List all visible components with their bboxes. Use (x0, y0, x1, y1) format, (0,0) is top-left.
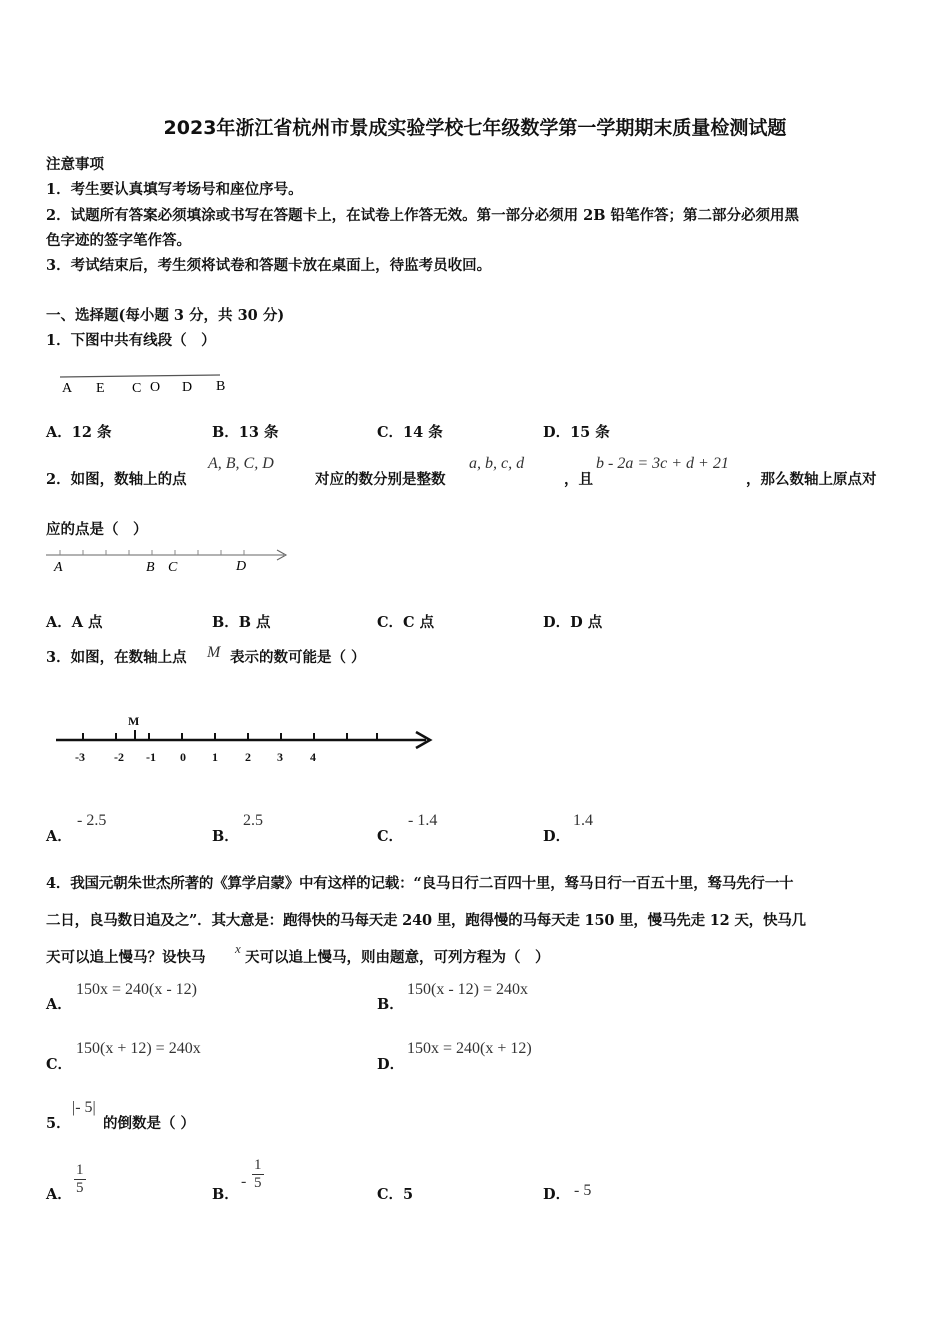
q3-option-b[interactable] (212, 825, 239, 846)
q1-point-label: O (150, 380, 161, 395)
q1-point-label: C (132, 381, 142, 396)
q5-option-b-letter: B． (212, 1186, 239, 1203)
q5-option-b-fraction (252, 1157, 264, 1192)
notice-item-1: 1．考生要认真填写考场号和座位序号。 (46, 181, 303, 198)
q3-stem-part1: 3．如图，在数轴上点 (46, 649, 187, 666)
q1-stem: 1．下图中共有线段（ ） (46, 332, 216, 349)
q4-option-d-equation: 150x = 240(x + 12) (407, 1040, 532, 1057)
q3-stem-part2: 表示的数可能是（ ） (230, 649, 366, 666)
q2-number-line-figure (44, 543, 294, 577)
q3-option-a-letter: A． (46, 828, 72, 845)
q3-option-c[interactable] (377, 825, 403, 846)
q2-vars-math: a, b, c, d (469, 455, 525, 472)
q3-tick-label: 1 (212, 750, 218, 764)
q3-tick-label: -3 (75, 750, 85, 764)
q5-option-d-letter: D． (543, 1186, 571, 1203)
notice-item-2: 2．试题所有答案必须填涂或书写在答题卡上，在试卷上作答无效。第一部分必须用 2B 铅笔作答；第二部分必须用黑 (46, 207, 800, 224)
q2-label-c: C (168, 560, 178, 575)
q3-option-a[interactable] (46, 825, 72, 846)
q1-point-label: A (62, 381, 73, 396)
q3-tick-label: 3 (277, 750, 283, 764)
q3-point-m-label: M (128, 714, 140, 728)
q3-option-d[interactable] (543, 825, 570, 846)
q5-option-b-denominator: 5 (254, 1175, 262, 1191)
q1-segment-figure (58, 366, 238, 400)
q4-option-a-equation: 150x = 240(x - 12) (76, 981, 198, 998)
q1-point-label: B (216, 379, 226, 394)
q5-option-a-letter: A． (46, 1186, 72, 1203)
q1-line (60, 375, 220, 377)
q5-expression: |- 5| (72, 1099, 96, 1116)
q5-option-d-value: - 5 (574, 1182, 592, 1199)
q5-option-a-numerator: 1 (76, 1162, 84, 1178)
notice-item-3: 3．考试结束后，考生须将试卷和答题卡放在桌面上，待监考员收回。 (46, 257, 492, 274)
q5-option-c[interactable] (377, 1183, 413, 1204)
q1-option-b[interactable]: B．13 条 (212, 424, 279, 441)
q3-tick-label: -1 (146, 750, 156, 764)
q2-stem-part4: ，那么数轴上原点对 (746, 471, 877, 488)
q4-option-c-equation: 150(x + 12) = 240x (76, 1040, 201, 1057)
q4-option-c-letter: C． (46, 1056, 73, 1073)
q4-line-2: 二日，良马数日追及之”．其大意是：跑得快的马每天走 240 里，跑得慢的马每天走 150 里，慢马先走 12 天，快马几 (46, 912, 806, 929)
q3-number-line-figure (54, 708, 439, 768)
q2-stem-part2: 对应的数分别是整数 (315, 471, 446, 488)
q3-option-a-value: - 2.5 (77, 812, 107, 829)
q4-option-d[interactable] (377, 1053, 404, 1074)
q5-number: 5． (46, 1115, 71, 1132)
q3-option-d-value: 1.4 (573, 812, 593, 829)
q5-option-c-value: 5 (403, 1186, 414, 1203)
q4-option-b-letter: B． (377, 996, 404, 1013)
q5-option-b-numerator: 1 (254, 1157, 262, 1173)
q5-option-a[interactable] (46, 1183, 72, 1204)
q4-option-a[interactable] (46, 993, 72, 1014)
q2-label-b: B (146, 560, 155, 575)
section-heading: 一、选择题(每小题 3 分，共 30 分) (46, 307, 285, 324)
notice-heading: 注意事项 (46, 156, 104, 173)
q3-option-b-letter: B． (212, 828, 239, 845)
q2-stem-part3: ，且 (564, 471, 593, 488)
q2-option-a[interactable]: A．A 点 (46, 614, 103, 631)
q3-option-d-letter: D． (543, 828, 571, 845)
q2-equation: b - 2a = 3c + d + 21 (596, 455, 729, 472)
q5-stem: 的倒数是（ ） (103, 1115, 196, 1132)
q4-option-d-letter: D． (377, 1056, 405, 1073)
q4-option-b[interactable] (377, 993, 404, 1014)
q3-option-c-value: - 1.4 (408, 812, 438, 829)
q2-points-math: A, B, C, D (208, 455, 274, 472)
q1-point-label: D (182, 380, 193, 395)
q2-label-a: A (54, 560, 63, 575)
q1-option-d[interactable]: D．15 条 (543, 424, 610, 441)
q1-point-label: E (96, 381, 105, 396)
q5-option-c-letter: C． (377, 1186, 404, 1203)
q5-option-b[interactable] (212, 1183, 239, 1204)
q3-tick-label: 2 (245, 750, 251, 764)
q2-option-d[interactable]: D．D 点 (543, 614, 603, 631)
q3-var-m: M (207, 644, 221, 661)
q5-option-a-fraction (74, 1162, 86, 1197)
q3-tick-label: 4 (310, 750, 316, 764)
q4-line-1: 4．我国元朝朱世杰所著的《算学启蒙》中有这样的记载：“良马日行二百四十里，驽马日行一百五十里，驽马先行一十 (46, 875, 794, 892)
q5-option-d[interactable] (543, 1183, 570, 1204)
q2-option-b[interactable]: B．B 点 (212, 614, 271, 631)
page-title: 2023年浙江省杭州市景成实验学校七年级数学第一学期期末质量检测试题 (163, 117, 787, 139)
q4-line-3-part1: 天可以追上慢马？设快马 (46, 949, 206, 966)
q3-option-c-letter: C． (377, 828, 404, 845)
q1-option-c[interactable]: C．14 条 (377, 424, 443, 441)
q4-option-b-equation: 150(x - 12) = 240x (407, 981, 529, 998)
q2-stem-part1: 2．如图，数轴上的点 (46, 471, 187, 488)
q2-option-c[interactable]: C．C 点 (377, 614, 435, 631)
q4-var-x: x (235, 941, 241, 956)
notice-item-2-cont: 色字迹的签字笔作答。 (46, 232, 191, 249)
q5-option-b-sign: - (241, 1173, 247, 1190)
q3-option-b-value: 2.5 (243, 812, 263, 829)
q3-tick-label: -2 (114, 750, 124, 764)
q5-option-a-denominator: 5 (76, 1180, 84, 1196)
q2-stem-part5: 应的点是（ ） (46, 521, 148, 538)
q4-option-a-letter: A． (46, 996, 72, 1013)
q4-option-c[interactable] (46, 1053, 72, 1074)
q1-option-a[interactable]: A．12 条 (46, 424, 112, 441)
q2-label-d: D (236, 559, 247, 574)
q3-tick-label: 0 (180, 750, 186, 764)
q4-line-3-part2: 天可以追上慢马，则由题意，可列方程为（ ） (245, 949, 550, 966)
